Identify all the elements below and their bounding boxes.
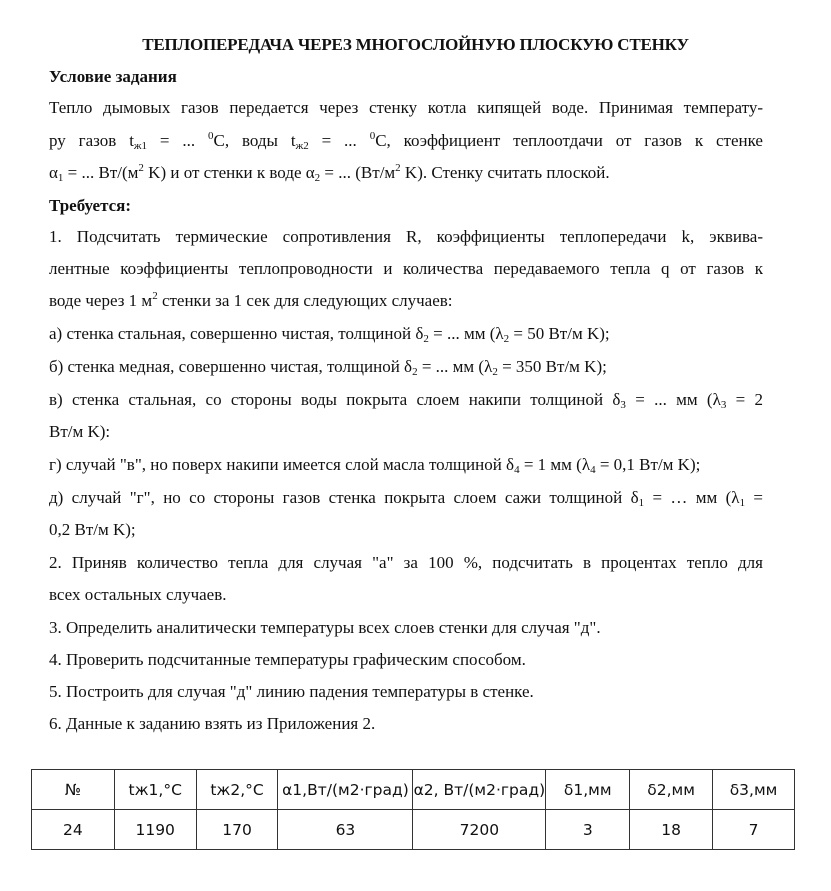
condition-line-2: ру газов $t_{ж1}$ = ... $^0$C, воды $t_{ж2}$ = ... $^0$C, коэффициент теплоотдачи от газов к стенке bbox=[49, 130, 763, 152]
condition-line-1: Тепло дымовых газов передается через стенку котла кипящей воде. Принимая температу- bbox=[49, 98, 763, 117]
task-1-line-2: лентные коэффициенты теплопроводности и количества передаваемого тепла q от газов к bbox=[49, 259, 763, 278]
task-6: 6. Данные к заданию взять из Приложения 2. bbox=[49, 714, 376, 733]
condition-line-3: $\alpha_1$ = ... $Вт/(м^2$ K) и от стенки к воде $\alpha_2$ = ... ($Вт/м^2$ K). Стенку считать плоской. bbox=[49, 162, 610, 184]
case-b: б) стенка медная, совершенно чистая, толщиной $\delta_2$ = ... мм ($\lambda_2 = 350$ Вт/м K); bbox=[49, 357, 607, 378]
header-cell-alpha2: α2, Вт/(м2·град) bbox=[413, 770, 546, 810]
case-d-line-1: д) случай "г", но со стороны газов стенка покрыта слоем сажи толщиной $\delta_1$ = … мм ($\lambda_1$ = bbox=[49, 488, 764, 509]
task-2-line-1: 2. Приняв количество тепла для случая "а" за 100 %, подсчитать в процентах тепло для bbox=[49, 553, 763, 572]
table-cell: 24 bbox=[32, 810, 115, 850]
header-cell-t1: tж1,°C bbox=[114, 770, 196, 810]
task-2-line-2: всех остальных случаев. bbox=[49, 585, 227, 604]
case-a: а) стенка стальная, совершенно чистая, толщиной $\delta_2$ = ... мм ($\lambda_2 = 50$ Вт/м K); bbox=[49, 324, 610, 345]
header-cell-delta2: δ2,мм bbox=[630, 770, 713, 810]
table-cell: 7 bbox=[713, 810, 795, 850]
case-d-line-2: 0,2 Вт/м K); bbox=[49, 520, 136, 539]
page-title: ТЕПЛОПЕРЕДАЧА ЧЕРЕЗ МНОГОСЛОЙНУЮ ПЛОСКУЮ СТЕНКУ bbox=[142, 35, 689, 54]
header-cell-delta3: δ3,мм bbox=[713, 770, 795, 810]
table-cell: 63 bbox=[278, 810, 413, 850]
table-cell: 3 bbox=[546, 810, 630, 850]
input-data-table bbox=[31, 769, 795, 850]
table-header-row bbox=[32, 770, 795, 810]
header-cell-delta1: δ1,мм bbox=[546, 770, 630, 810]
case-v-line-1: в) стенка стальная, со стороны воды покрыта слоем накипи толщиной $\delta_3$ = ... мм ($\lambda_3 = 2$ bbox=[49, 390, 763, 411]
header-cell-t2: tж2,°C bbox=[196, 770, 278, 810]
table-row bbox=[32, 810, 795, 850]
header-cell-number: № bbox=[32, 770, 115, 810]
task-5: 5. Построить для случая "д" линию падения температуры в стенке. bbox=[49, 682, 534, 701]
task-4: 4. Проверить подсчитанные температуры графическим способом. bbox=[49, 650, 526, 669]
table-cell: 18 bbox=[630, 810, 713, 850]
task-1-line-1: 1. Подсчитать термические сопротивления R, коэффициенты теплопередачи k, эквива- bbox=[49, 227, 763, 246]
case-v-line-2: Вт/м K): bbox=[49, 422, 111, 441]
case-g: г) случай "в", но поверх накипи имеется слой масла толщиной $\delta_4 = 1$ мм ($\lambda_4 = 0,1$ Вт/м K); bbox=[49, 455, 701, 476]
table-cell: 7200 bbox=[413, 810, 546, 850]
condition-heading: Условие задания bbox=[49, 67, 177, 86]
header-cell-alpha1: α1,Вт/(м2·град) bbox=[278, 770, 413, 810]
table-cell: 170 bbox=[196, 810, 278, 850]
table-cell: 1190 bbox=[114, 810, 196, 850]
required-heading: Требуется: bbox=[49, 196, 132, 215]
task-3: 3. Определить аналитически температуры всех слоев стенки для случая "д". bbox=[49, 618, 601, 637]
task-1-line-3: воде через 1 $м^2$ стенки за 1 сек для следующих случаев: bbox=[49, 290, 453, 310]
